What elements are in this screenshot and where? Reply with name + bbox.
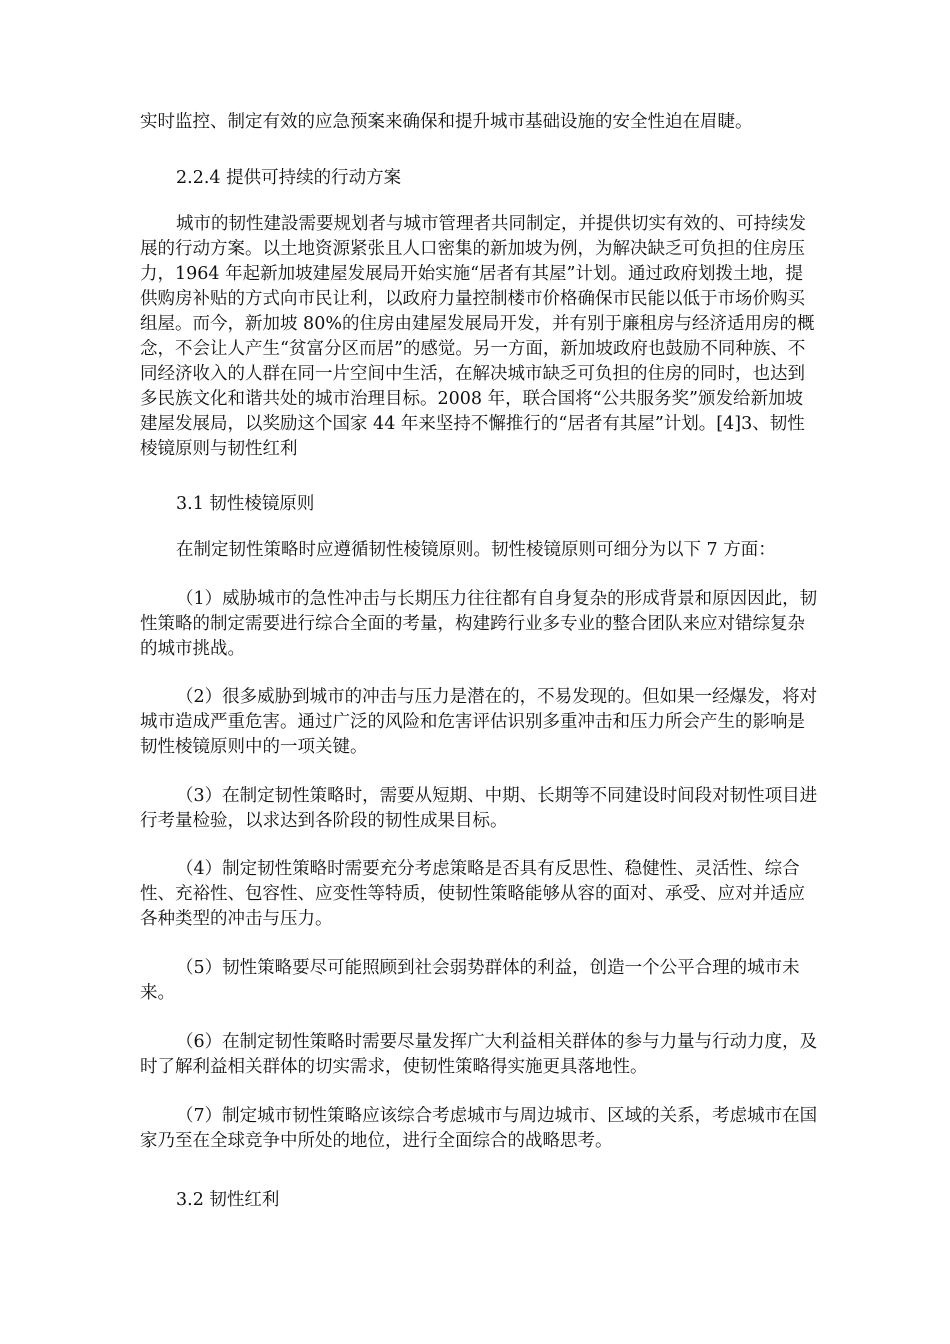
heading-2-2-4: 2.2.4 提供可持续的行动方案 <box>176 168 402 188</box>
heading-3-1: 3.1 韧性棱镜原则 <box>176 494 315 514</box>
list-item-2: （2）很多威胁到城市的冲击与压力是潜在的，不易发现的。但如果一经爆发，将对城市造成严重危害。通过广泛的风险和危害评估识别多重冲击和压力所会产生的影响是韧性棱镜原则中的一项关键。 <box>140 687 818 757</box>
paragraph-2-2-4: 城市的韧性建設需要规划者与城市管理者共同制定，并提供切实有效的、可持续发展的行动方案。以土地资源紧张且人口密集的新加坡为例，为解决缺乏可负担的住房压力，1964 年起新加坡建屋发展局开始实施“居者有其屋”计划。通过政府划拨土地，提供购房补贴的方式向市民让利，以政府力量控制楼市价格确保市民能以低于市场价购买组屋。而今，新加坡 80%的住房由建屋发展局开发，并有别于廉租房与经济适用房的概念，不会让人产生“贫富分区而居”的感觉。另一方面，新加坡政府也鼓励不同种族、不同经济收入的人群在同一片空间中生活，在解决城市缺乏可负担的住房的同时，也达到多民族文化和谐共处的城市治理目标。2008 年，联合国将“公共服务奖”颁发给新加坡建屋发展局，以奖励这个国家 44 年来坚持不懈推行的“居者有其屋”计划。[4]3、韧性棱镜原则与韧性红利 <box>140 214 815 459</box>
list-item-1: （1）威胁城市的急性冲击与长期压力往往都有自身复杂的形成背景和原因因此，韧性策略的制定需要进行综合全面的考量，构建跨行业多专业的整合团队来应对错综复杂的城市挑战。 <box>140 589 818 659</box>
list-item-4: （4）制定韧性策略时需要充分考虑策略是否具有反思性、稳健性、灵活性、综合性、充裕性、包容性、应变性等特质，使韧性策略能够从容的面对、承受、应对并适应各种类型的冲击与压力。 <box>140 859 805 929</box>
list-item-6: （6）在制定韧性策略时需要尽量发挥广大利益相关群体的参与力量与行动力度，及时了解利益相关群体的切实需求，使韧性策略得实施更具落地性。 <box>140 1032 818 1077</box>
list-item-3: （3）在制定韧性策略时，需要从短期、中期、长期等不同建设时间段对韧性项目进行考量检验，以求达到各阶段的韧性成果目标。 <box>140 786 818 831</box>
heading-3-2: 3.2 韧性红利 <box>176 1190 280 1210</box>
list-item-5: （5）韧性策略要尽可能照顾到社会弱势群体的利益，创造一个公平合理的城市未来。 <box>140 958 800 1003</box>
paragraph-intro-end: 实时监控、制定有效的应急预案来确保和提升城市基础设施的安全性迫在眉睫。 <box>140 112 753 132</box>
list-item-7: （7）制定城市韧性策略应该综合考虑城市与周边城市、区域的关系，考虑城市在国家乃至在全球竞争中所处的地位，进行全面综合的战略思考。 <box>140 1106 818 1151</box>
paragraph-3-1-intro: 在制定韧性策略时应遵循韧性棱镜原则。韧性棱镜原则可细分为以下 7 方面： <box>176 540 776 560</box>
